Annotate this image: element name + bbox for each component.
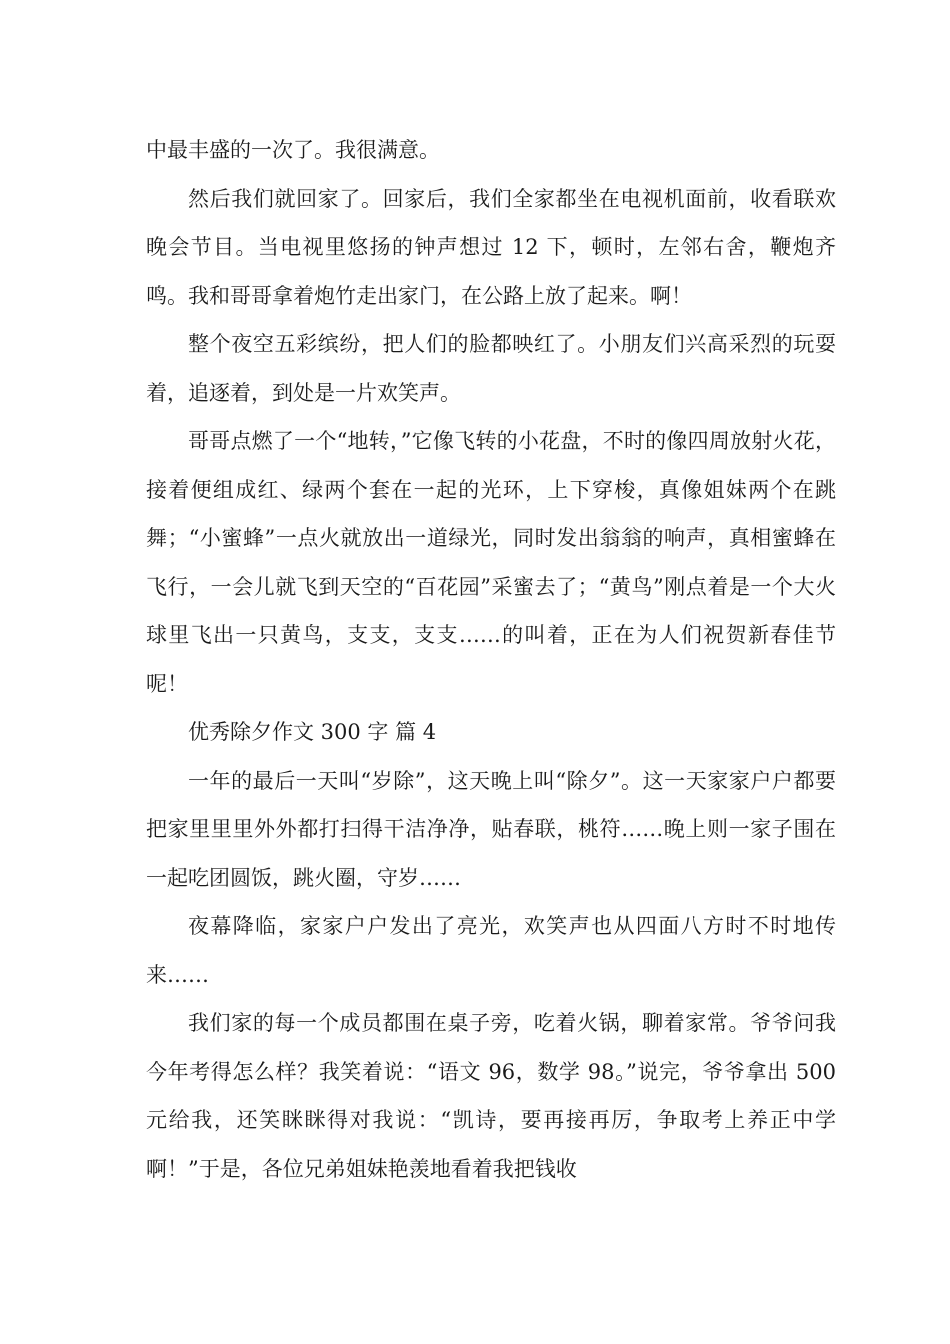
paragraph-going-home: 然后我们就回家了。回家后，我们全家都坐在电视机面前，收看联欢晚会节目。当电视里悠扬的钟声想过 12 下，顿时，左邻右舍，鞭炮齐鸣。我和哥哥拿着炮竹走出家门，在公路上放了起来。啊！ <box>146 186 836 308</box>
paragraph-family-dinner: 我们家的每一个成员都围在桌子旁，吃着火锅，聊着家常。爷爷问我今年考得怎么样？我笑着说：“语文 96，数学 98。”说完，爷爷拿出 500 元给我，还笑眯眯得对我说：“凯诗，要再接再厉，争取考上养正中学啊！”于是，各位兄弟姐妹艳羡地看着我把钱收 <box>146 1011 836 1181</box>
paragraph-new-year-eve: 一年的最后一天叫“岁除”，这天晚上叫“除夕”。这一天家家户户都要把家里里里外外都打扫得干洁净净，贴春联，桃符……晚上则一家子围在一起吃团圆饭，跳火圈，守岁…… <box>146 768 836 890</box>
essay-heading: 优秀除夕作文 300 字 篇 4 <box>188 720 437 744</box>
paragraph-continuation: 中最丰盛的一次了。我很满意。 <box>146 138 440 162</box>
paragraph-night-sky: 整个夜空五彩缤纷，把人们的脸都映红了。小朋友们兴高采烈的玩耍着，追逐着，到处是一片欢笑声。 <box>146 332 836 405</box>
paragraph-nightfall: 夜幕降临，家家户户发出了亮光，欢笑声也从四面八方时不时地传来…… <box>146 914 836 987</box>
document-body <box>146 126 836 1193</box>
paragraph-fireworks: 哥哥点燃了一个“地转，”它像飞转的小花盘，不时的像四周放射火花，接着便组成红、绿两个套在一起的光环，上下穿梭，真像姐妹两个在跳舞；“小蜜蜂”一点火就放出一道绿光，同时发出翁翁的响声，真相蜜蜂在飞行，一会儿就飞到天空的“百花园”采蜜去了；“黄鸟”刚点着是一个大火球里飞出一只黄鸟，支支，支支……的叫着，正在为人们祝贺新春佳节呢！ <box>146 429 836 696</box>
